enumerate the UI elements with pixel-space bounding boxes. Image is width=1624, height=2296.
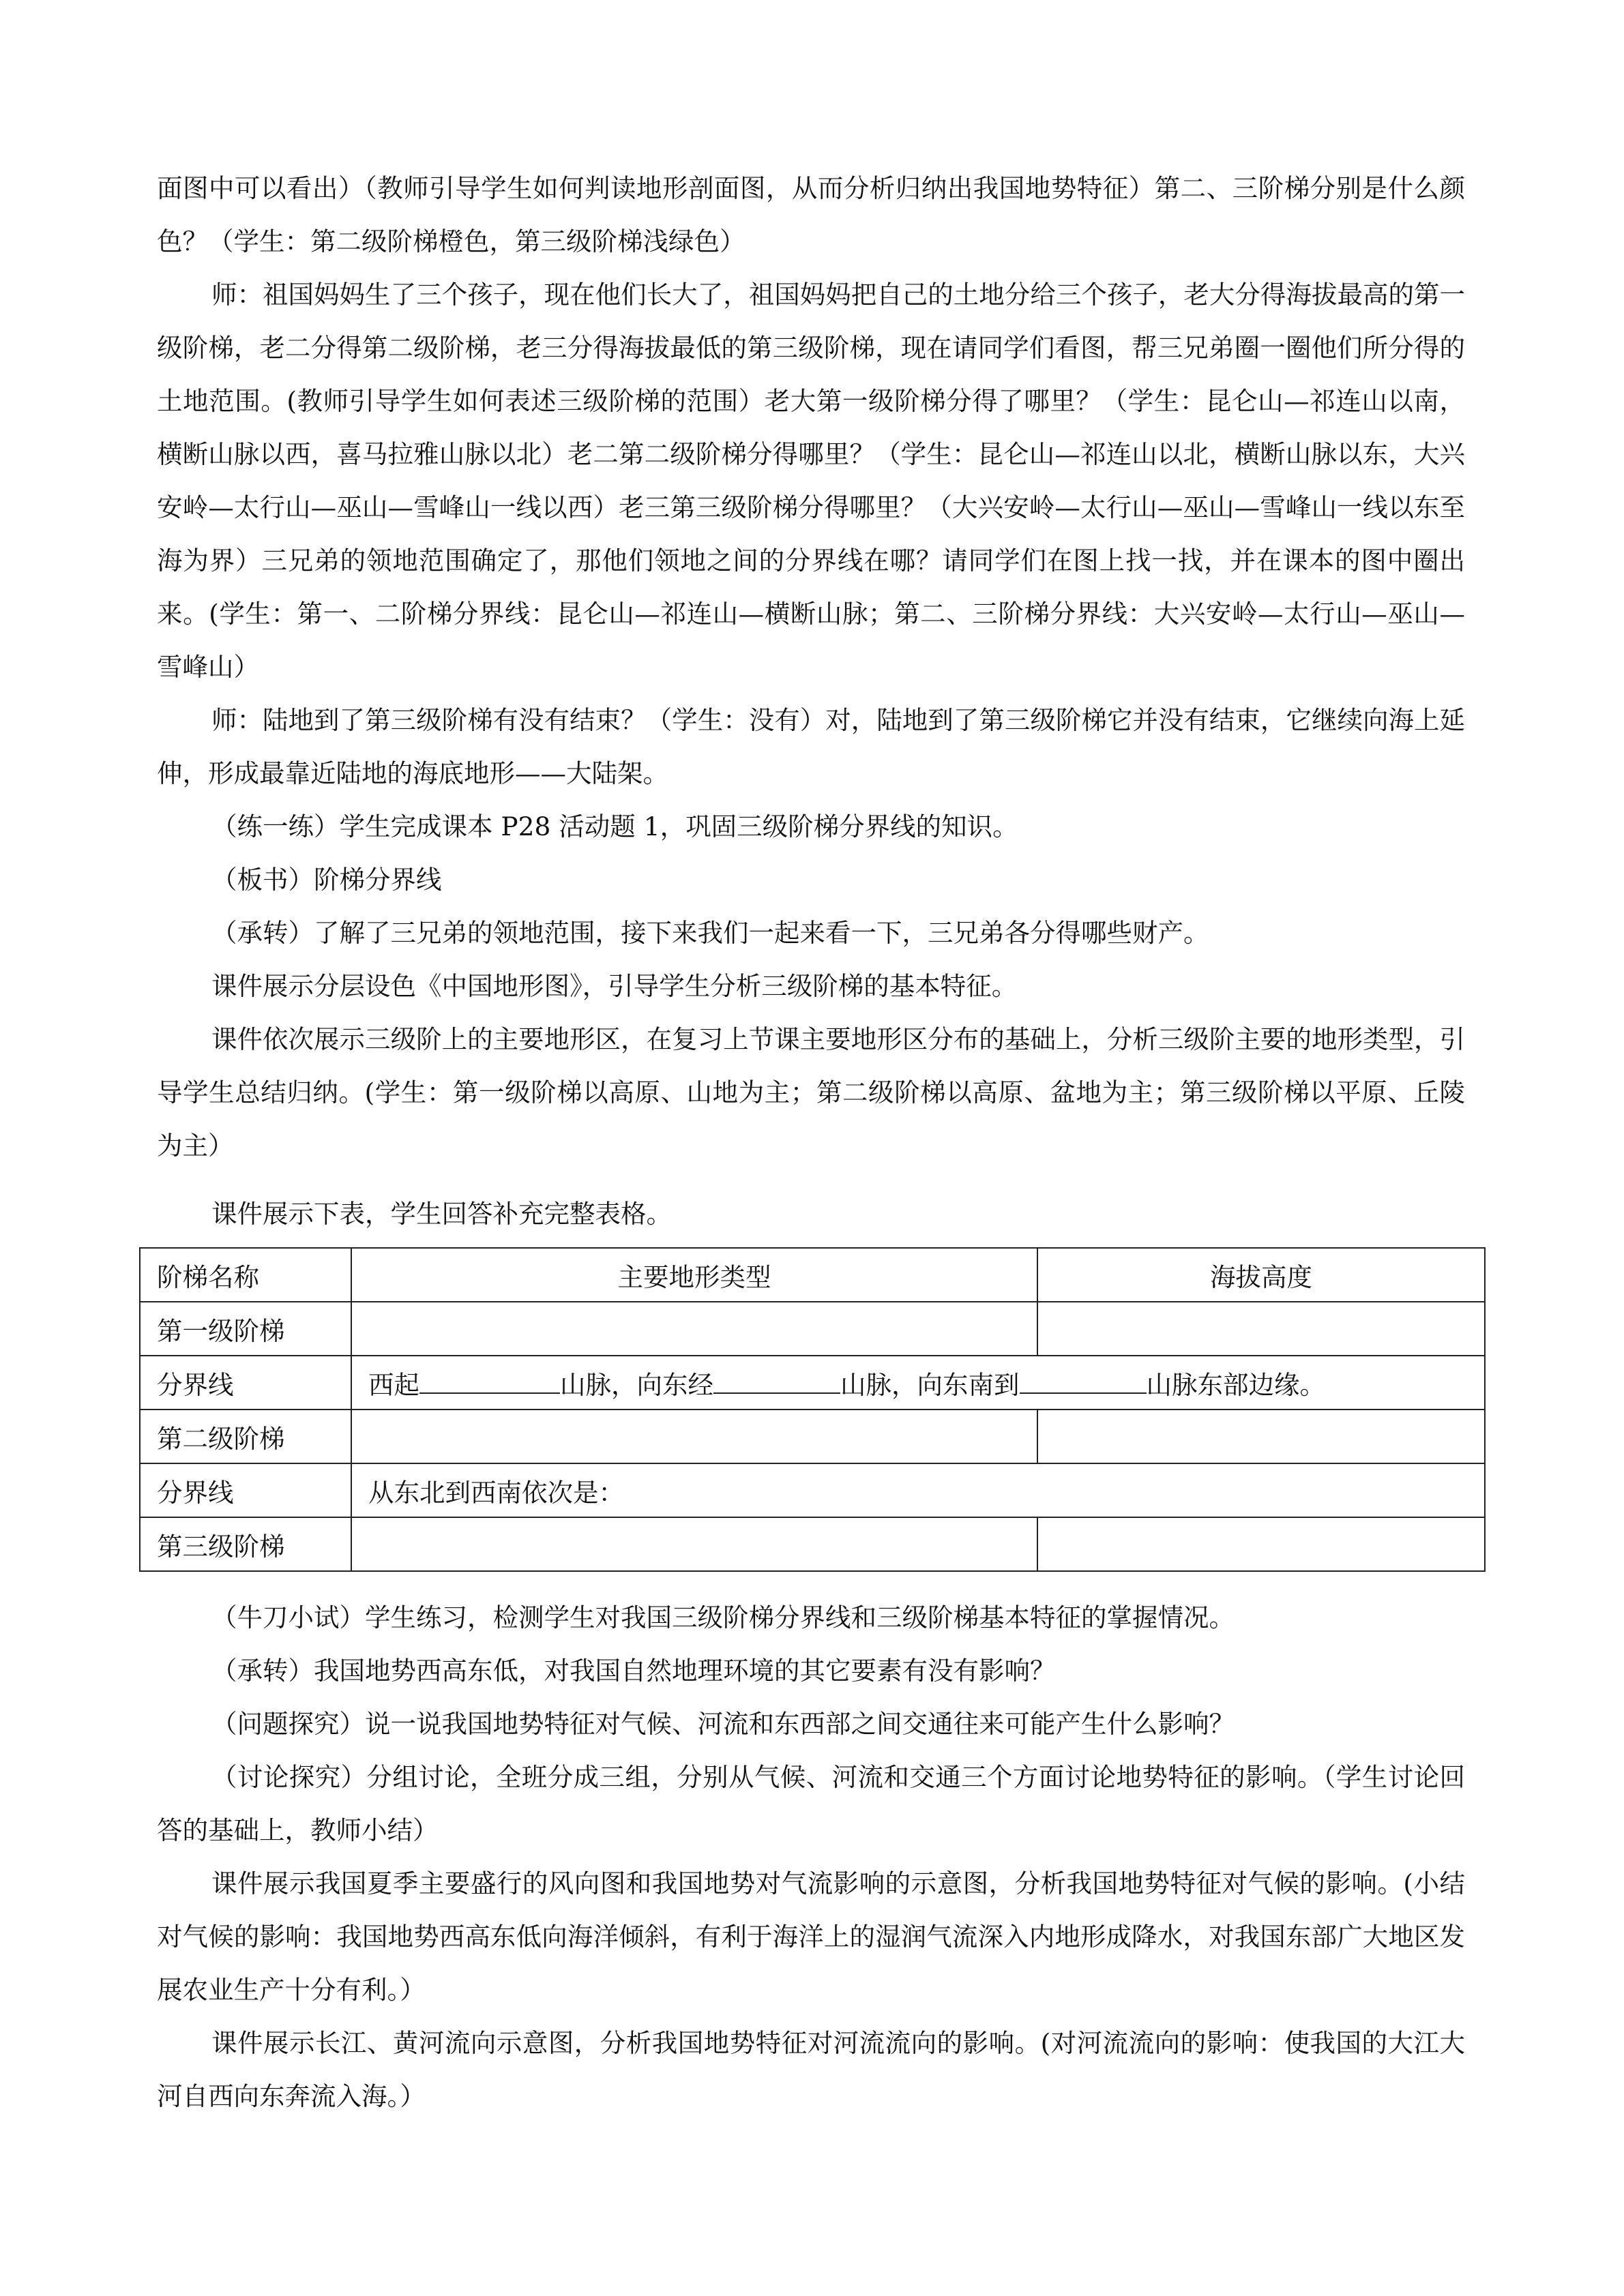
- cell-step3-landform[interactable]: [351, 1517, 1037, 1571]
- cell-step2-landform[interactable]: [351, 1410, 1037, 1463]
- row-label-step2: 第二级阶梯: [140, 1410, 351, 1463]
- paragraph-transition-1: （承转）了解了三兄弟的领地范围，接下来我们一起来看一下，三兄弟各分得哪些财产。: [211, 918, 1209, 948]
- paragraph-courseware-map: 课件展示分层设色《中国地形图》，引导学生分析三级阶梯的基本特征。: [211, 971, 1018, 1001]
- paragraph-transition-2: （承转）我国地势西高东低，对我国自然地理环境的其它要素有没有影响？: [211, 1656, 1056, 1686]
- paragraph-group-discussion: （讨论探究）分组讨论，全班分成三组，分别从气候、河流和交通三个方面讨论地势特征的影响。（学生讨论回答的基础上，教师小结）: [157, 1762, 1465, 1845]
- table-header-row: [140, 1248, 1485, 1302]
- cell-step1-altitude[interactable]: [1037, 1302, 1485, 1356]
- boundary1-text-part3: 山脉，向东南到: [840, 1369, 1020, 1400]
- cell-step1-landform[interactable]: [351, 1302, 1037, 1356]
- fill-blank-3[interactable]: [1020, 1372, 1147, 1394]
- table-row-boundary1: [140, 1356, 1485, 1410]
- row-label-step1: 第一级阶梯: [140, 1302, 351, 1356]
- paragraph-quick-test: （牛刀小试）学生练习，检测学生对我国三级阶梯分界线和三级阶梯基本特征的掌握情况。: [211, 1602, 1235, 1632]
- paragraph-landform-types: 课件依次展示三级阶上的主要地形区，在复习上节课主要地形区分布的基础上，分析三级阶主要的地形类型，引导学生总结归纳。(学生：第一级阶梯以高原、山地为主；第二级阶梯以高原、盆地为主；第三级阶梯以平原、丘陵为主）: [157, 1024, 1465, 1161]
- boundary1-text-part2: 山脉，向东经: [560, 1369, 713, 1400]
- table-row-step2: [140, 1410, 1485, 1463]
- paragraph-practice: （练一练）学生完成课本 P28 活动题 1，巩固三级阶梯分界线的知识。: [211, 811, 1018, 841]
- cell-step3-altitude[interactable]: [1037, 1517, 1485, 1571]
- paragraph-continental-shelf: 师：陆地到了第三级阶梯有没有结束？（学生：没有）对，陆地到了第三级阶梯它并没有结束，它继续向海上延伸，形成最靠近陆地的海底地形——大陆架。: [157, 705, 1465, 788]
- header-landform-type: 主要地形类型: [351, 1248, 1037, 1302]
- paragraph-teacher-story: 师：祖国妈妈生了三个孩子，现在他们长大了，祖国妈妈把自己的土地分给三个孩子，老大分得海拔最高的第一级阶梯，老二分得第二级阶梯，老三分得海拔最低的第三级阶梯，现在请同学们看图，帮三兄弟圈一圈他们所分得的土地范围。(教师引导学生如何表述三级阶梯的范围）老大第一级阶梯分得了哪里？（学生：昆仑山—祁连山以南，横断山脉以西，喜马拉雅山脉以北）老二第二级阶梯分得哪里？（学生：昆仑山—祁连山以北，横断山脉以东，大兴安岭—太行山—巫山—雪峰山一线以西）老三第三级阶梯分得哪里？（大兴安岭—太行山—巫山—雪峰山一线以东至海为界）三兄弟的领地范围确定了，那他们领地之间的分界线在哪？请同学们在图上找一找，并在课本的图中圈出来。(学生：第一、二阶梯分界线：昆仑山—祁连山—横断山脉；第二、三阶梯分界线：大兴安岭—太行山—巫山—雪峰山）: [157, 280, 1465, 682]
- cell-boundary1-text: [351, 1356, 1485, 1410]
- table-row-boundary2: [140, 1463, 1485, 1517]
- row-label-step3: 第三级阶梯: [140, 1517, 351, 1571]
- paragraph-problem-inquiry: （问题探究）说一说我国地势特征对气候、河流和东西部之间交通往来可能产生什么影响？: [211, 1709, 1235, 1739]
- terrain-steps-table: [139, 1247, 1486, 1572]
- row-label-boundary2: 分界线: [140, 1463, 351, 1517]
- cell-step2-altitude[interactable]: [1037, 1410, 1485, 1463]
- paragraph-river-impact: 课件展示长江、黄河流向示意图，分析我国地势特征对河流流向的影响。(对河流流向的影响：使我国的大江大河自西向东奔流入海。）: [157, 2028, 1465, 2111]
- fill-blank-1[interactable]: [419, 1372, 560, 1394]
- fill-blank-2[interactable]: [713, 1372, 840, 1394]
- row-label-boundary1: 分界线: [140, 1356, 351, 1410]
- table-row-step1: [140, 1302, 1485, 1356]
- paragraph-board-writing: （板书）阶梯分界线: [211, 865, 442, 895]
- boundary1-text-part4: 山脉东部边缘。: [1146, 1369, 1325, 1400]
- boundary1-text-part1: 西起: [368, 1369, 419, 1400]
- paragraph-climate-impact: 课件展示我国夏季主要盛行的风向图和我国地势对气流影响的示意图，分析我国地势特征对气候的影响。(小结对气候的影响：我国地势西高东低向海洋倾斜，有利于海洋上的湿润气流深入内地形成降水，对我国东部广大地区发展农业生产十分有利。）: [157, 1868, 1465, 2005]
- paragraph-table-intro: 课件展示下表，学生回答补充完整表格。: [211, 1199, 672, 1229]
- cell-boundary2-text: 从东北到西南依次是：: [351, 1463, 1485, 1517]
- header-altitude: 海拔高度: [1037, 1248, 1485, 1302]
- table-row-step3: [140, 1517, 1485, 1571]
- paragraph-continuation: 面图中可以看出）（教师引导学生如何判读地形剖面图，从而分析归纳出我国地势特征）第二、三阶梯分别是什么颜色？（学生：第二级阶梯橙色，第三级阶梯浅绿色）: [157, 173, 1465, 256]
- header-step-name: 阶梯名称: [140, 1248, 351, 1302]
